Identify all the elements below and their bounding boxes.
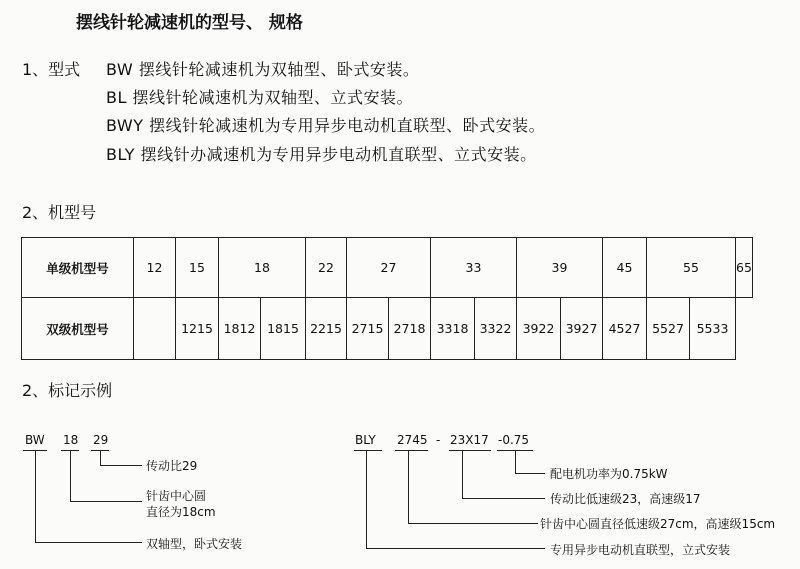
type-line-bw: BW 摆线针轮减速机为双轴型、卧式安装。 bbox=[106, 60, 420, 79]
single-stage-row bbox=[22, 238, 753, 298]
table-cell: 22 bbox=[306, 238, 347, 298]
double-stage-row bbox=[22, 298, 753, 360]
table-cell: 3322 bbox=[475, 298, 517, 360]
table-cell: 45 bbox=[603, 238, 647, 298]
leader-line bbox=[70, 450, 71, 501]
marking-code-bw: BW bbox=[25, 433, 45, 447]
section-model-heading: 2、机型号 bbox=[22, 203, 97, 222]
table-cell: 1812 bbox=[219, 298, 261, 360]
model-table bbox=[21, 237, 753, 360]
note-ratio: 传动比29 bbox=[146, 459, 198, 473]
leader-line bbox=[515, 473, 545, 474]
leader-line bbox=[100, 450, 101, 465]
double-stage-label: 双级机型号 bbox=[22, 298, 134, 360]
marking-code-power: -0.75 bbox=[498, 433, 530, 447]
table-cell: 4527 bbox=[603, 298, 647, 360]
table-cell: 3318 bbox=[431, 298, 475, 360]
table-cell: 2718 bbox=[389, 298, 431, 360]
table-cell: 1215 bbox=[176, 298, 219, 360]
table-cell: 39 bbox=[517, 238, 603, 298]
table-cell: 3927 bbox=[561, 298, 603, 360]
note-type: 双轴型，卧式安装 bbox=[146, 537, 243, 551]
table-cell: 2715 bbox=[347, 298, 389, 360]
type-line-bl: BL 摆线针轮减速机为双轴型、立式安装。 bbox=[106, 88, 413, 107]
table-cell: 15 bbox=[176, 238, 219, 298]
leader-line bbox=[70, 501, 142, 502]
underline bbox=[395, 450, 428, 451]
table-cell: 65 bbox=[736, 238, 753, 298]
underline bbox=[449, 450, 491, 451]
leader-line bbox=[35, 542, 142, 543]
type-line-bwy: BWY 摆线针轮减速机为专用异步电动机直联型、卧式安装。 bbox=[106, 116, 546, 135]
marking-code-size: 2745 bbox=[397, 433, 428, 447]
note-pin-circle: 针齿中心圆 bbox=[146, 489, 207, 503]
table-cell: 12 bbox=[134, 238, 176, 298]
leader-line bbox=[366, 450, 367, 548]
table-cell: 3922 bbox=[517, 298, 561, 360]
table-cell: 5533 bbox=[690, 298, 736, 360]
note-pin-circle: 针齿中心圆直径低速级27cm，高速级15cm bbox=[540, 517, 776, 531]
note-motor-power: 配电机功率为0.75kW bbox=[550, 467, 668, 481]
table-cell bbox=[134, 298, 176, 360]
leader-line bbox=[462, 498, 545, 499]
leader-line bbox=[408, 450, 409, 523]
leader-line bbox=[408, 523, 538, 524]
leader-line bbox=[366, 548, 545, 549]
table-cell: 2215 bbox=[306, 298, 347, 360]
underline bbox=[354, 450, 382, 451]
section-type-heading: 1、型式 bbox=[22, 60, 81, 79]
note-diameter: 直径为18cm bbox=[146, 505, 216, 519]
leader-line bbox=[462, 450, 463, 498]
leader-line bbox=[35, 450, 36, 542]
table-cell: 27 bbox=[347, 238, 431, 298]
table-cell: 55 bbox=[647, 238, 736, 298]
leader-line bbox=[100, 465, 142, 466]
table-cell: 5527 bbox=[647, 298, 690, 360]
page-title: 摆线针轮减速机的型号、 规格 bbox=[76, 13, 303, 33]
type-line-bly: BLY 摆线针办减速机为专用异步电动机直联型、立式安装。 bbox=[106, 145, 537, 164]
table-cell: 1815 bbox=[261, 298, 306, 360]
marking-code-dash: - bbox=[436, 433, 441, 447]
table-cell: 18 bbox=[219, 238, 306, 298]
section-marking-heading: 2、标记示例 bbox=[22, 381, 113, 400]
leader-line bbox=[515, 450, 516, 473]
marking-code-ratio: 29 bbox=[93, 433, 109, 447]
marking-code-ratio: 23X17 bbox=[450, 433, 489, 447]
marking-code-bly: BLY bbox=[355, 433, 376, 447]
note-type: 专用异步电动机直联型，立式安装 bbox=[550, 543, 731, 557]
single-stage-label: 单级机型号 bbox=[22, 238, 134, 298]
table-cell: 33 bbox=[431, 238, 517, 298]
note-ratio: 传动比低速级23，高速级17 bbox=[550, 492, 701, 506]
marking-code-size: 18 bbox=[63, 433, 79, 447]
